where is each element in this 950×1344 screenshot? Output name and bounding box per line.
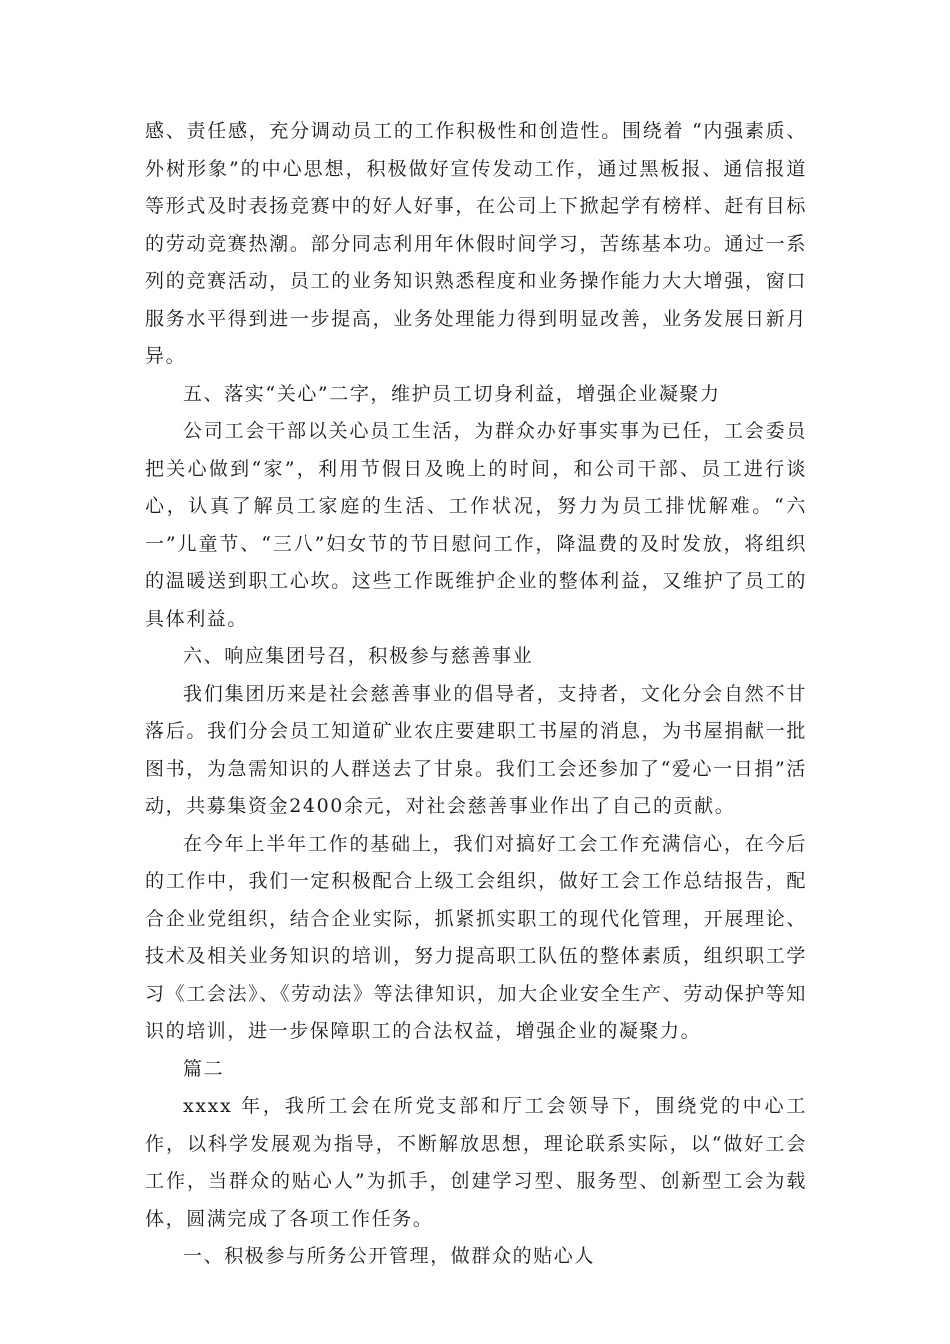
section-heading-5: 五、落实“关心”二字，维护员工切身利益，增强企业凝聚力 bbox=[183, 382, 721, 405]
paragraph-care: 公司工会干部以关心员工生活，为群众办好事实事为已任，工会委员把关心做到“家”，利用节假日及晚上的时间，和公司干部、员工进行谈心，认真了解员工家庭的生活、工作状况，努力为员工排忧解难。“六一”儿童节、“三八”妇女节的节日慰问工作，降温费的及时发放，将组织的温暖送到职工心坎。这些工作既维护企业的整体利益，又维护了员工的具体利益。 bbox=[145, 420, 807, 630]
section-heading-6: 六、响应集团号召，积极参与慈善事业 bbox=[183, 645, 534, 667]
paragraph-outlook: 在今年上半年工作的基础上，我们对搞好工会工作充满信心，在今后的工作中，我们一定积极配合上级工会组织，做好工会工作总结报告，配合企业党组织，结合企业实际，抓紧抓实职工的现代化管理，开展理论、技术及相关业务知识的培训，努力提高职工队伍的整体素质，组织职工学习《工会法》、《劳动法》等法律知识，加大企业安全生产、劳动保护等知识的培训，进一步保障职工的合法权益，增强企业的凝聚力。 bbox=[145, 832, 807, 1042]
section-heading-1: 一、积极参与所务公开管理，做群众的贴心人 bbox=[183, 1245, 596, 1267]
part-two-heading: 篇二 bbox=[183, 1057, 225, 1080]
paragraph-part-two-intro: xxxx 年，我所工会在所党支部和厅工会领导下，围绕党的中心工作，以科学发展观为指导，不断解放思想，理论联系实际，以“做好工会工作，当群众的贴心人”为抓手，创建学习型、服务型、创新型工会为载体，圆满完成了各项工作任务。 bbox=[145, 1095, 807, 1230]
paragraph-continuation: 感、责任感，充分调动员工的工作积极性和创造性。围绕着 “内强素质、外树形象”的中心思想，积极做好宣传发动工作，通过黑板报、通信报道等形式及时表扬竞赛中的好人好事，在公司上下掀起学有榜样、赶有目标的劳动竞赛热潮。部分同志利用年休假时间学习，苦练基本功。通过一系列的竞赛活动，员工的业务知识熟悉程度和业务操作能力大大增强，窗口服务水平得到进一步提高，业务处理能力得到明显改善，业务发展日新月异。 bbox=[145, 120, 807, 367]
paragraph-charity: 我们集团历来是社会慈善事业的倡导者，支持者，文化分会自然不甘落后。我们分会员工知道矿业农庄要建职工书屋的消息，为书屋捐献一批图书，为急需知识的人群送去了甘泉。我们工会还参加了“爱心一日捐”活动，共募集资金2400余元，对社会慈善事业作出了自己的贡献。 bbox=[145, 682, 807, 817]
document-page bbox=[145, 113, 807, 1276]
